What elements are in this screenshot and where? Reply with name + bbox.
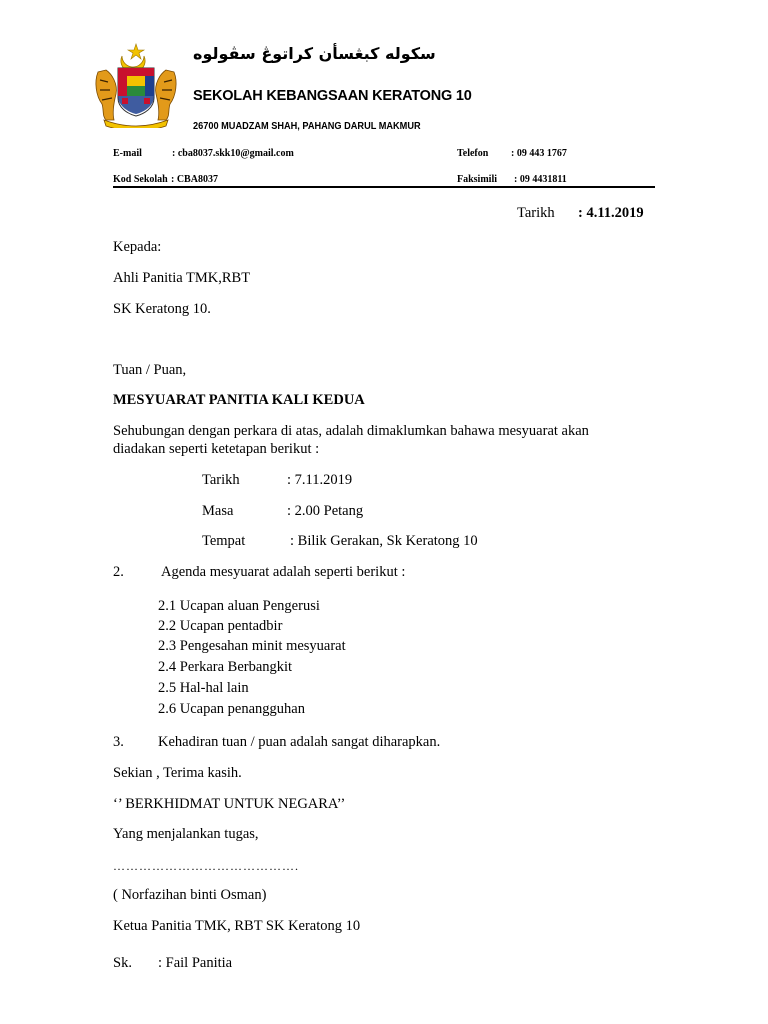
agenda-item: 2.3 Pengesahan minit mesyuarat (158, 638, 346, 654)
signatory-title: Ketua Panitia TMK, RBT SK Keratong 10 (113, 918, 361, 934)
school-name: SEKOLAH KEBANGSAAN KERATONG 10 (193, 88, 472, 104)
date-value: : 4.11.2019 (578, 205, 644, 221)
salutation: Tuan / Puan, (113, 362, 187, 378)
email-value: : cba8037.skk10@gmail.com (172, 148, 294, 159)
header-divider (113, 186, 655, 188)
cc-label: Sk. (113, 955, 132, 971)
motto: ‘’ BERKHIDMAT UNTUK NEGARA’’ (113, 796, 346, 812)
intro-line-1: Sehubungan dengan perkara di atas, adalah dimaklumkan bahawa mesyuarat akan (113, 423, 589, 439)
detail-label-date: Tarikh (202, 472, 240, 488)
point-3-number: 3. (113, 734, 124, 750)
agenda-item: 2.2 Ucapan pentadbir (158, 618, 283, 634)
school-name-jawi: سکوله کبڠسأن کراتوڠ سڤولوه (193, 44, 436, 63)
detail-label-time: Masa (202, 503, 234, 519)
recipient-line-2: SK Keratong 10. (113, 301, 211, 317)
point-2-text: Agenda mesyuarat adalah seperti berikut : (161, 564, 406, 580)
date-label: Tarikh (517, 205, 555, 221)
to-label: Kepada: (113, 239, 162, 255)
school-address: 26700 MUADZAM SHAH, PAHANG DARUL MAKMUR (193, 121, 421, 132)
cc-value: : Fail Panitia (158, 955, 233, 971)
agenda-item: 2.5 Hal-hal lain (158, 680, 249, 696)
email-label: E-mail (113, 148, 142, 159)
coat-of-arms-logo (92, 42, 180, 128)
phone-label: Telefon (457, 148, 489, 159)
point-2-number: 2. (113, 564, 124, 580)
school-code-label: Kod Sekolah (113, 174, 168, 185)
school-code-value: : CBA8037 (171, 174, 218, 185)
signoff: Yang menjalankan tugas, (113, 826, 259, 842)
detail-value-date: : 7.11.2019 (287, 472, 353, 488)
point-3-text: Kehadiran tuan / puan adalah sangat diharapkan. (158, 734, 441, 750)
detail-value-venue: : Bilik Gerakan, Sk Keratong 10 (290, 533, 478, 549)
detail-value-time: : 2.00 Petang (287, 503, 364, 519)
detail-label-venue: Tempat (202, 533, 246, 549)
signature-line: ……………………………………. (113, 859, 299, 873)
recipient-line-1: Ahli Panitia TMK,RBT (113, 270, 251, 286)
agenda-item: 2.1 Ucapan aluan Pengerusi (158, 598, 320, 614)
closing-line: Sekian , Terima kasih. (113, 765, 242, 781)
fax-label: Faksimili (457, 174, 498, 185)
fax-value: : 09 4431811 (514, 174, 567, 185)
agenda-item: 2.4 Perkara Berbangkit (158, 659, 293, 675)
intro-line-2: diadakan seperti ketetapan berikut : (113, 441, 320, 457)
phone-value: : 09 443 1767 (511, 148, 567, 159)
signatory-name: ( Norfazihan binti Osman) (113, 887, 267, 903)
letter-subject: MESYUARAT PANITIA KALI KEDUA (113, 392, 365, 408)
agenda-item: 2.6 Ucapan penangguhan (158, 701, 305, 717)
